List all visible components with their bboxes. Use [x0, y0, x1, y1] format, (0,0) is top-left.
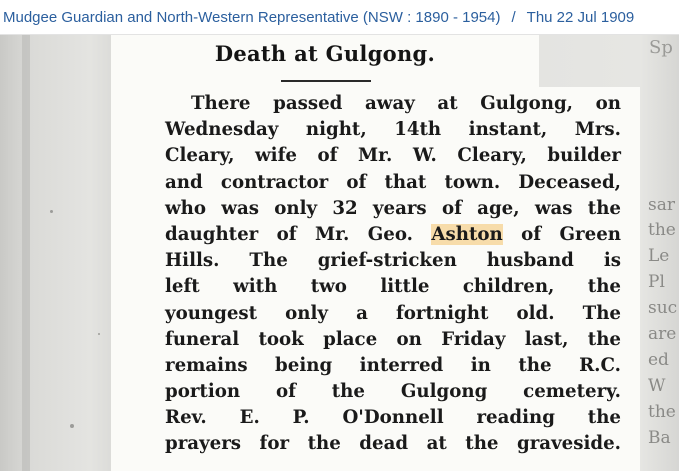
adjacent-text-fragment: Ba	[648, 428, 671, 448]
article-line: Wednesday night, 14th instant, Mrs.	[165, 119, 621, 141]
search-highlight[interactable]: Ashton	[431, 223, 503, 245]
article-line: Cleary, wife of Mr. W. Cleary, builder	[165, 145, 621, 167]
issue-date-link[interactable]: Thu 22 Jul 1909	[526, 8, 635, 26]
article-body-clip	[111, 87, 640, 471]
line-text: of Green	[502, 223, 621, 245]
article-line: Hills. The grief-stricken husband is	[165, 250, 621, 272]
adjacent-text-fragment: suc	[648, 298, 678, 318]
adjacent-text-fragment: W	[648, 376, 666, 396]
article-line: funeral took place on Friday last, the	[165, 328, 621, 350]
scan-speck	[50, 210, 53, 213]
adjacent-text-fragment: Le	[648, 246, 670, 266]
article-line: portion of the Gulgong cemetery.	[165, 381, 621, 403]
scan-edge	[8, 35, 12, 471]
article-line: youngest only a fortnight old. The	[165, 302, 621, 324]
article-line: prayers for the dead at the graveside.	[165, 433, 621, 455]
citation-header	[0, 0, 679, 35]
scan-speck	[98, 333, 100, 335]
adjacent-text-fragment: are	[648, 324, 677, 344]
article-line: Rev. E. P. O'Donnell reading the	[165, 407, 621, 429]
article-line: There passed away at Gulgong, on	[191, 93, 621, 114]
scan-speck	[70, 424, 74, 428]
article-line-with-highlight	[165, 222, 621, 248]
adjacent-text-fragment: ed	[648, 350, 669, 370]
title-rule	[281, 80, 371, 82]
article-line: and contractor of that town. Deceased,	[165, 171, 621, 193]
line-text: daughter of Mr. Geo.	[165, 223, 432, 245]
adjacent-text-fragment: the	[648, 220, 676, 240]
article-line: remains being interred in the R.C.	[165, 354, 621, 376]
breadcrumb-separator: /	[511, 8, 516, 26]
adjacent-text-fragment: Pl	[648, 272, 665, 292]
article-text	[165, 91, 621, 458]
article-title: Death at Gulgong.	[214, 41, 436, 66]
adjacent-text-fragment: sar	[648, 195, 675, 215]
adjacent-text-fragment: the	[648, 402, 676, 422]
article-line: who was only 32 years of age, was the	[165, 197, 621, 219]
publication-link[interactable]: Mudgee Guardian and North-Western Representative (NSW : 1890 - 1954)	[3, 8, 501, 26]
adjacent-heading-fragment: Sp	[649, 37, 673, 58]
scan-column-rule	[22, 35, 30, 471]
adjacent-column-fragment	[645, 35, 679, 471]
article-title-clip	[111, 35, 539, 87]
article-line: left with two little children, the	[165, 276, 621, 298]
